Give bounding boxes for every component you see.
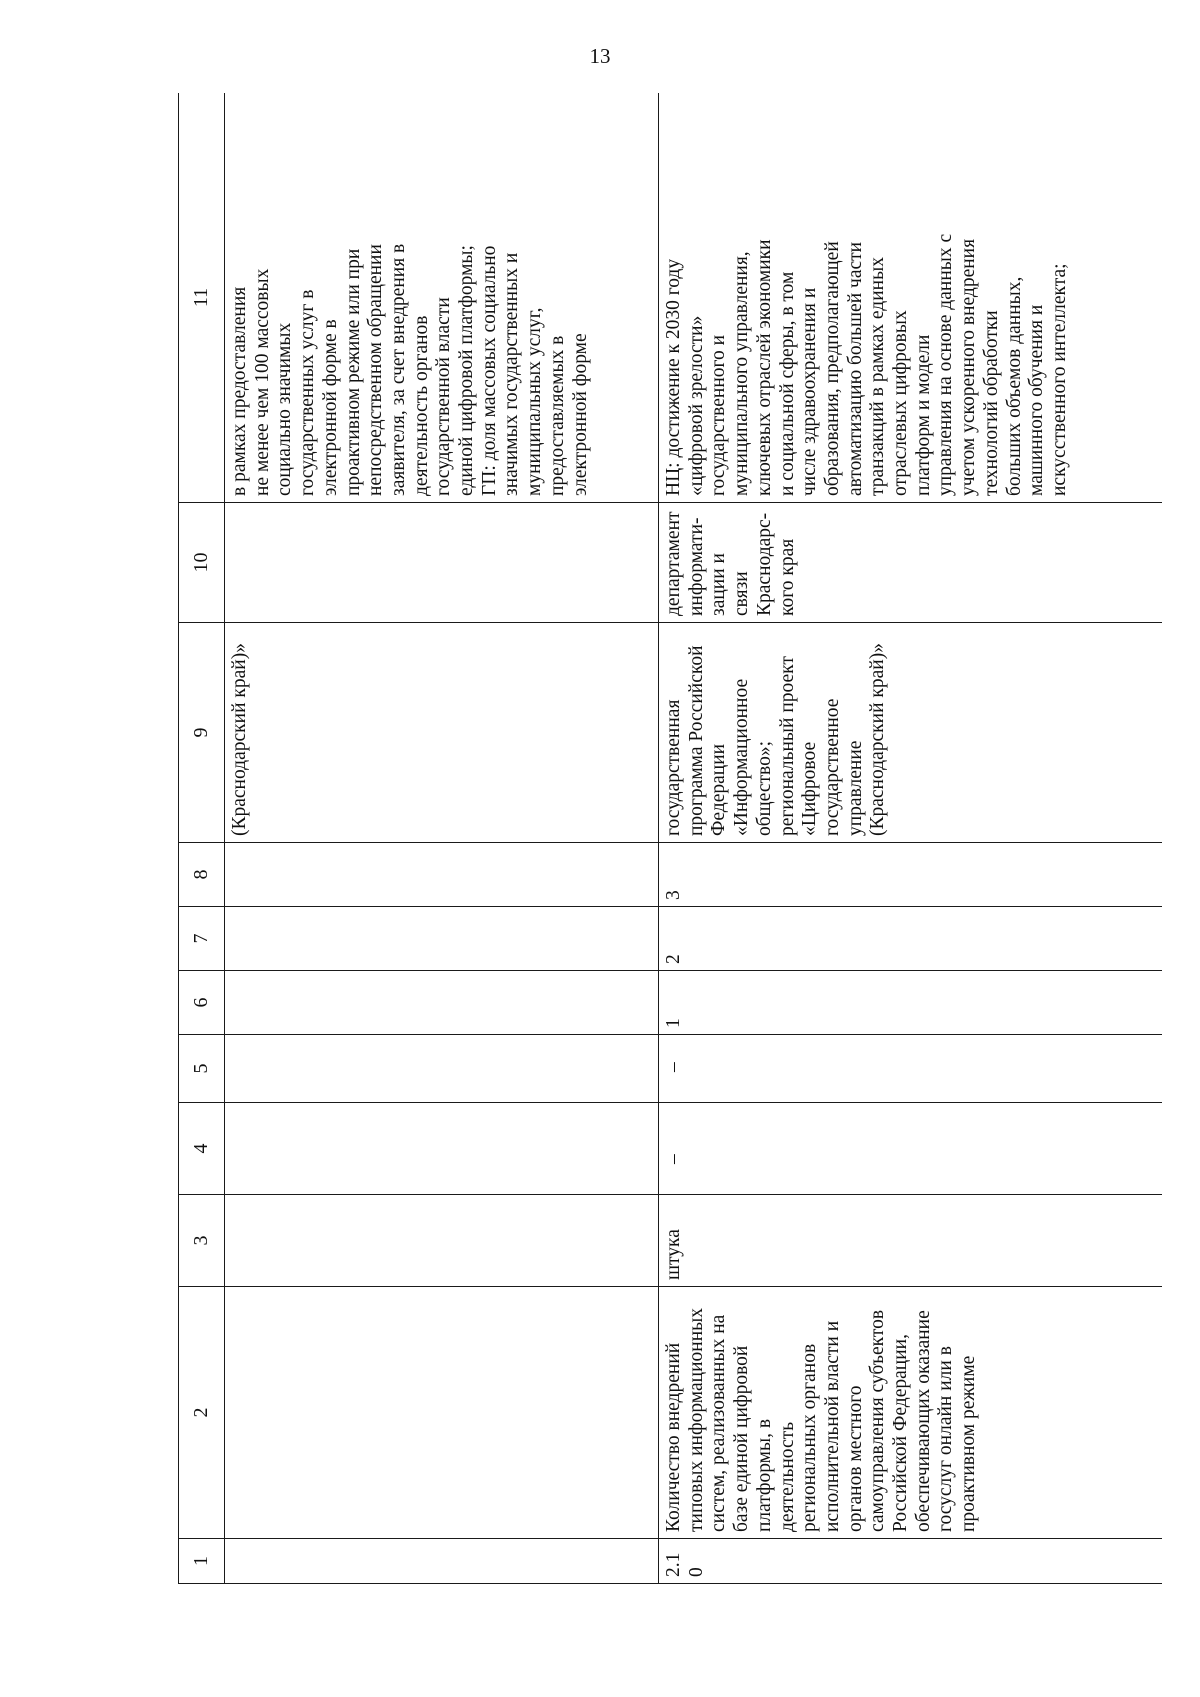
cell-indicator: Количество внедрений типовых информационных систем, реализованных на базе единой цифровой платформы, в деятельность региональных органов исполнительной власти и органов местного самоуправления субъектов Российской Федерации, обеспечивающих оказание госуслуг онлайн или в проактивном режиме [659,1287,1163,1539]
header-cell: 8 [179,843,225,907]
cell-number [225,1539,659,1584]
cell-col8 [225,843,659,907]
cell-program: (Краснодарский край)» [225,623,659,843]
cell-col5 [225,1035,659,1103]
header-cell: 7 [179,907,225,971]
cell-col6: 1 [659,971,1163,1035]
cell-goal: НЦ: достижение к 2030 году «цифровой зрелости» государственного и муниципального управления, ключевых отраслей экономики и социальной сферы, в том числе здравоохранения и образования, предполагающей автоматизацию большей части транзакций в рамках единых отраслевых цифровых платформ и модели управления на основе данных с учетом ускоренного внедрения технологий обработки больших объемов данных, машинного обучения и искусственного интеллекта; [659,93,1163,503]
cell-col7 [225,907,659,971]
table-row [225,93,659,1584]
table-row [659,93,1163,1584]
header-cell: 5 [179,1035,225,1103]
page-number: 13 [589,44,611,68]
cell-col5: – [659,1035,1163,1103]
cell-col6 [225,971,659,1035]
cell-col8: 3 [659,843,1163,907]
header-cell: 6 [179,971,225,1035]
cell-indicator [225,1287,659,1539]
rotated-table-container [178,93,1162,1584]
header-cell: 2 [179,1287,225,1539]
header-cell: 1 [179,1539,225,1584]
indicators-table [178,93,1162,1584]
cell-responsible [225,503,659,623]
cell-col4 [225,1103,659,1195]
cell-col7: 2 [659,907,1163,971]
cell-goal: в рамках предоставления не менее чем 100 массовых социально значимых государственных услуг в электронной форме в проактивном режиме или при непосредственном обращении заявителя, за счет внедрения в деятельность органов государственной власти единой цифровой платформы; ГП: доля массовых социально значимых государственных и муниципальных услуг, предоставляемых в электронной форме [225,93,659,503]
header-row [179,93,225,1584]
cell-program: государственная программа Российской Федерации «Информационное общество»; региональный проект «Цифровое государственное управление (Краснодарский край)» [659,623,1163,843]
cell-responsible: департамент информати- зации и связи Краснодарс- кого края [659,503,1163,623]
header-cell: 10 [179,503,225,623]
header-cell: 3 [179,1195,225,1287]
table-frame [178,93,1162,1584]
cell-unit: штука [659,1195,1163,1287]
header-cell: 11 [179,93,225,503]
cell-col4: – [659,1103,1163,1195]
cell-unit [225,1195,659,1287]
header-cell: 4 [179,1103,225,1195]
header-cell: 9 [179,623,225,843]
cell-number: 2.10 [659,1539,1163,1584]
